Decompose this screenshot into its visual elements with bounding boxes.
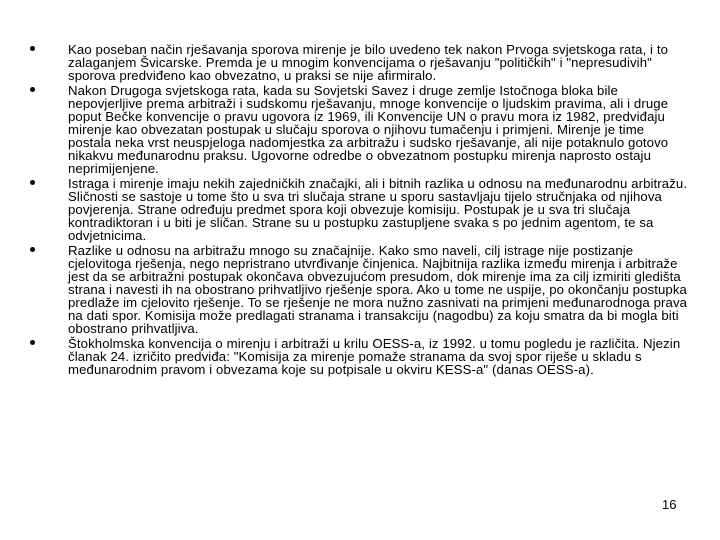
bullet-item	[30, 84, 690, 175]
bullet-item	[30, 244, 690, 335]
bullet-item	[30, 177, 690, 242]
bullet-item	[30, 43, 690, 82]
bullet-icon	[30, 340, 35, 345]
page-number: 16	[662, 497, 677, 512]
bullet-icon	[30, 247, 35, 252]
bullet-text: Razlike u odnosu na arbitražu mnogo su značajnije. Kako smo naveli, cilj istrage nije postizanje cjelovitoga rješenja, nego nepristrano utvrđivanje činjenica. Najbitnija razlika između mirenja i arbitraže jest da se arbitražni postupak okončava obvezujućom presudom, dok mirenje ima za cilj izmiriti gledišta strana i navesti ih na obostrano prihvatljivo rješenje spora. Ako u tome ne uspije, po okončanju postupka predlaže im cjelovito rješenje. To se rješenje ne mora nužno zasnivati na primjeni međunarodnoga prava na dati spor. Komisija može predlagati stranama i transakciju (nagodbu) za koju smatra da bi mogla biti obostrano prihvatljiva.	[68, 243, 688, 336]
bullet-text: Štokholmska konvencija o mirenju i arbitraži u krilu OESS-a, iz 1992. u tomu pogledu je različita. Njezin članak 24. izričito predviđa: "Komisija za mirenje pomaže stranama da svoj spor riješe u skladu s međunarodnim pravom i obvezama koje su potpisale u okviru KESS-a" (danas OESS-a).	[68, 336, 681, 377]
bullet-text: Nakon Drugoga svjetskoga rata, kada su Sovjetski Savez i druge zemlje Istočnoga bloka bile nepovjerljive prema arbitraži i sudskomu rješavanju, mnoge konvencije o ljudskim pravima, ali i druge poput Bečke konvencije o pravu ugovora iz 1969, ili Konvencije UN o pravu mora iz 1982, predviđaju mirenje kao obvezatan postupak u slučaju sporova o njihovu tumačenju i primjeni. Mirenje je time postala neka vrst neuspjeloga nadomjestka za arbitražu i sudsko rješavanje, ali nije potaknulo gotovo nikakvu međunarodnu praksu. Ugovorne odredbe o obvezatnom postupku mirenja naprosto ostaju neprimijenjene.	[68, 83, 669, 176]
bullet-icon	[30, 87, 35, 92]
bullet-text: Kao poseban način rješavanja sporova mirenje je bilo uvedeno tek nakon Prvoga svjetskoga rata, i to zalaganjem Švicarske. Premda je u mnogim konvencijama o rješavanju "političkih" i "nepresudivih" sporova predviđeno kao obvezatno, u praksi se nije afirmiralo.	[68, 42, 669, 83]
bullet-item	[30, 337, 690, 376]
bullet-icon	[30, 46, 35, 51]
bullet-text: Istraga i mirenje imaju nekih zajedničkih značajki, ali i bitnih razlika u odnosu na međunarodnu arbitražu. Sličnosti se sastoje u tome što u sva tri slučaja strane u sporu sastavljaju tijelo stručnjaka od njihova povjerenja. Strane određuju predmet spora koji obvezuje komisiju. Postupak je u sva tri slučaja kontradiktoran i u biti je sličan. Strane su u postupku zastupljene svaka s po jednim agentom, te sa odvjetnicima.	[68, 176, 688, 243]
bullet-icon	[30, 180, 35, 185]
bullet-list	[30, 43, 690, 378]
